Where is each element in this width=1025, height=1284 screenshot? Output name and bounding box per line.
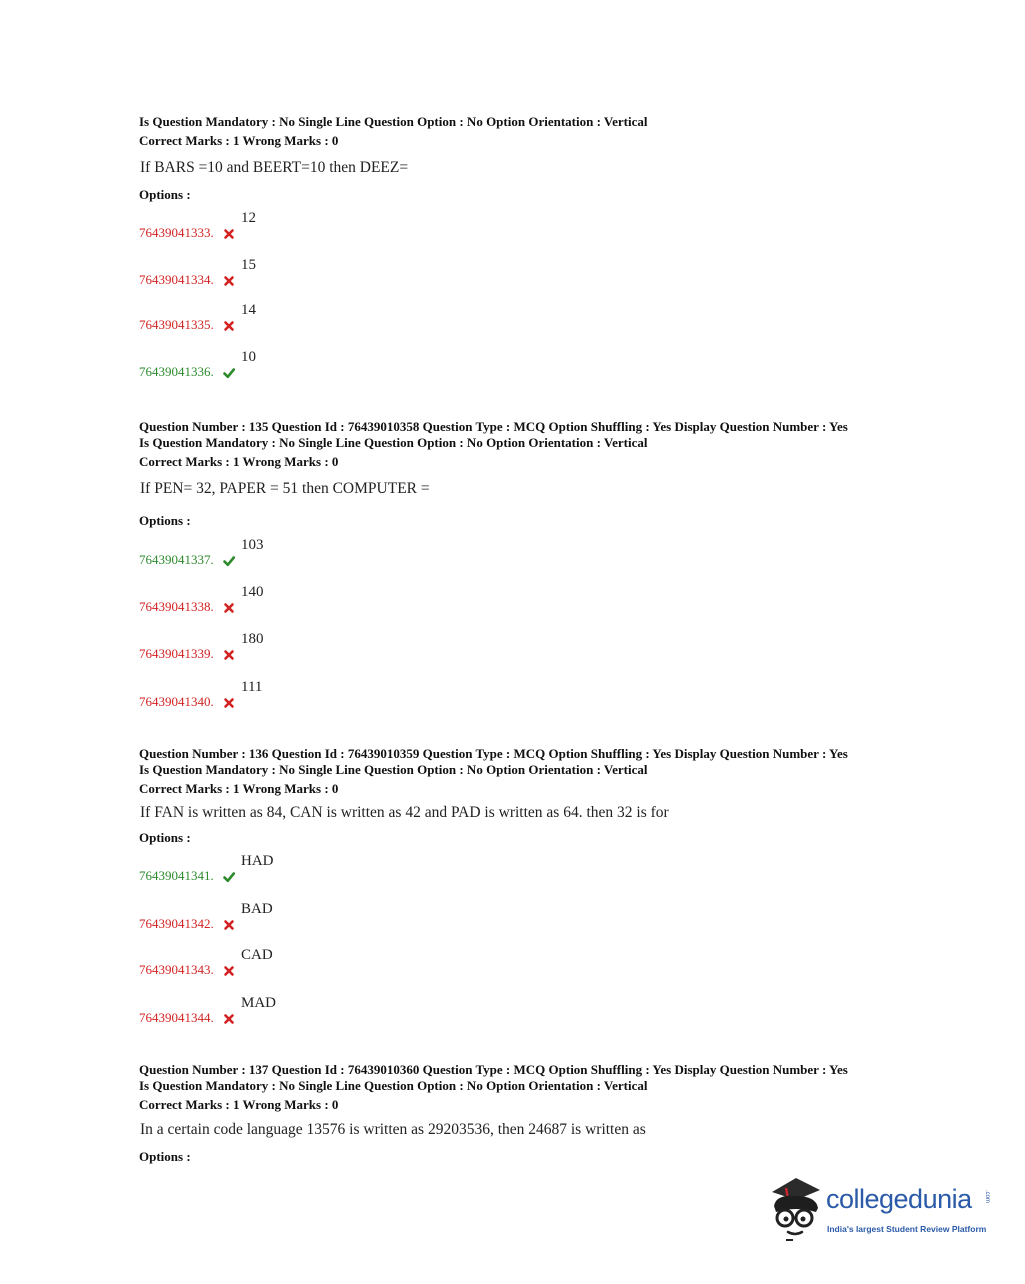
question-135-text: If PEN= 32, PAPER = 51 then COMPUTER =: [140, 480, 430, 497]
option-id: 76439041334.: [139, 272, 214, 287]
option-id: 76439041333.: [139, 225, 214, 240]
cross-icon: [223, 649, 235, 661]
option-answer: 12: [241, 210, 256, 226]
collegedunia-logo: [766, 1176, 996, 1246]
question-136-option-1: [139, 853, 439, 883]
option-id: 76439041336.: [139, 364, 214, 379]
question-134-text: If BARS =10 and BEERT=10 then DEEZ=: [140, 159, 409, 176]
option-id: 76439041342.: [139, 916, 214, 931]
option-answer: BAD: [241, 901, 273, 917]
cross-icon: [223, 228, 235, 240]
option-id: 76439041335.: [139, 317, 214, 332]
question-134-options-label: Options :: [139, 187, 191, 202]
option-id: 76439041340.: [139, 694, 214, 709]
cross-icon: [223, 919, 235, 931]
cross-icon: [223, 275, 235, 287]
question-135-options-label: Options :: [139, 513, 191, 528]
cross-icon: [223, 602, 235, 614]
question-135-option-4: [139, 679, 439, 709]
question-137-meta-marks: Correct Marks : 1 Wrong Marks : 0: [139, 1097, 339, 1112]
option-answer: CAD: [241, 947, 273, 963]
question-136-meta-header: Question Number : 136 Question Id : 76439010359 Question Type : MCQ Option Shuffling : Yes Display Question Number : Yes: [139, 746, 848, 761]
question-135-option-2: [139, 584, 439, 614]
cross-icon: [223, 965, 235, 977]
question-136-text: If FAN is written as 84, CAN is written as 42 and PAD is written as 64. then 32 is for: [140, 804, 669, 821]
question-134-option-1: [139, 210, 439, 240]
cross-icon: [223, 1013, 235, 1025]
option-id: 76439041339.: [139, 646, 214, 661]
question-136-meta-marks: Correct Marks : 1 Wrong Marks : 0: [139, 781, 339, 796]
question-135-meta-mandatory: Is Question Mandatory : No Single Line Question Option : No Option Orientation : Vertical: [139, 435, 648, 450]
question-137-meta-mandatory: Is Question Mandatory : No Single Line Question Option : No Option Orientation : Vertical: [139, 1078, 648, 1093]
option-answer: HAD: [241, 853, 274, 869]
mascot-icon: [766, 1176, 824, 1242]
option-answer: 10: [241, 349, 256, 365]
option-id: 76439041341.: [139, 868, 214, 883]
logo-wordmark: collegedunia: [826, 1184, 972, 1214]
logo-tagline: India's largest Student Review Platform: [827, 1224, 987, 1234]
question-134-meta-marks: Correct Marks : 1 Wrong Marks : 0: [139, 133, 339, 148]
option-id: 76439041338.: [139, 599, 214, 614]
check-icon: [223, 871, 235, 883]
question-135-option-1: [139, 537, 439, 567]
question-136-option-4: [139, 995, 439, 1025]
question-136-meta-mandatory: Is Question Mandatory : No Single Line Question Option : No Option Orientation : Vertical: [139, 762, 648, 777]
question-134-option-3: [139, 302, 439, 332]
option-answer: 14: [241, 302, 256, 318]
question-134-meta-mandatory: Is Question Mandatory : No Single Line Question Option : No Option Orientation : Vertical: [139, 114, 648, 129]
question-137-meta-header: Question Number : 137 Question Id : 76439010360 Question Type : MCQ Option Shuffling : Yes Display Question Number : Yes: [139, 1062, 848, 1077]
cross-icon: [223, 320, 235, 332]
check-icon: [223, 555, 235, 567]
question-136-option-2: [139, 901, 439, 931]
question-134-option-2: [139, 257, 439, 287]
option-answer: 103: [241, 537, 264, 553]
option-answer: MAD: [241, 995, 277, 1011]
question-135-meta-marks: Correct Marks : 1 Wrong Marks : 0: [139, 454, 339, 469]
option-id: 76439041343.: [139, 962, 214, 977]
logo-domain-suffix: .com: [984, 1190, 990, 1204]
option-answer: 140: [241, 584, 264, 600]
question-136-options-label: Options :: [139, 830, 191, 845]
option-id: 76439041344.: [139, 1010, 214, 1025]
question-135-option-3: [139, 631, 439, 661]
question-135-meta-header: Question Number : 135 Question Id : 76439010358 Question Type : MCQ Option Shuffling : Yes Display Question Number : Yes: [139, 419, 848, 434]
option-answer: 15: [241, 257, 256, 273]
option-answer: 180: [241, 631, 264, 647]
option-id: 76439041337.: [139, 552, 214, 567]
question-137-options-label: Options :: [139, 1149, 191, 1164]
question-137-text: In a certain code language 13576 is written as 29203536, then 24687 is written as: [140, 1121, 646, 1138]
check-icon: [223, 367, 235, 379]
option-answer: 111: [241, 679, 263, 695]
question-134-option-4: [139, 349, 439, 379]
question-136-option-3: [139, 947, 439, 977]
cross-icon: [223, 697, 235, 709]
